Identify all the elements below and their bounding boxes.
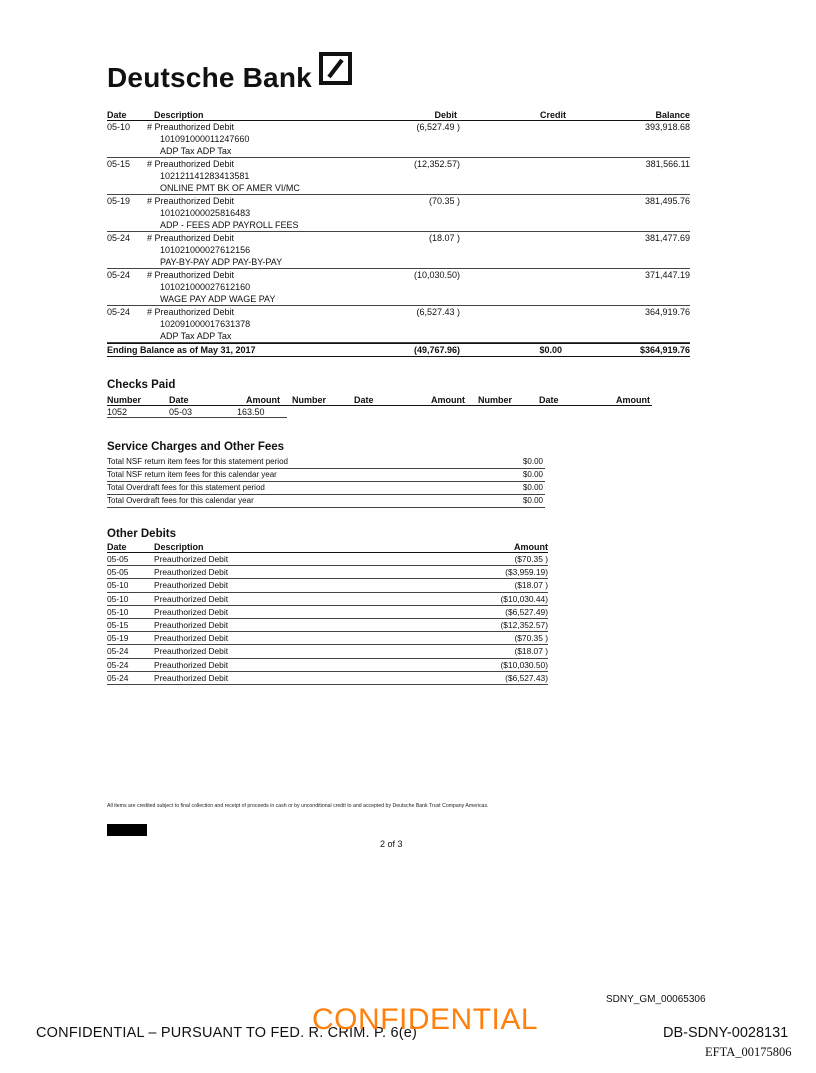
checks-paid-title: Checks Paid: [107, 379, 176, 391]
efta-id: EFTA_00175806: [705, 1045, 792, 1059]
tx-date: 05-24: [107, 233, 131, 243]
transaction-row: [107, 306, 690, 343]
other-debit-row: [107, 579, 548, 592]
od-desc: Preauthorized Debit: [154, 619, 229, 630]
od-amount: ($10,030.50): [500, 659, 548, 670]
od-amount: ($6,527.49): [505, 606, 548, 617]
check-number: 1052: [107, 407, 128, 417]
od-desc: Preauthorized Debit: [154, 606, 229, 617]
od-amount: ($70.35 ): [514, 633, 548, 644]
tx-desc-line1: # Preauthorized Debit: [147, 196, 235, 206]
od-col-amount: Amount: [514, 542, 548, 552]
chk-col-date-2: Date: [354, 395, 374, 405]
chk-col-date-3: Date: [539, 395, 559, 405]
tx-desc-line2: 102121141283413581: [160, 171, 250, 181]
checks-header: [107, 394, 652, 406]
check-row: [107, 406, 287, 418]
other-debit-row: [107, 553, 548, 566]
od-amount: ($70.35 ): [514, 554, 548, 564]
od-col-description: Description: [154, 542, 204, 552]
bank-name: Deutsche Bank: [107, 62, 312, 93]
od-date: 05-10: [107, 593, 129, 604]
other-debits-title: Other Debits: [107, 528, 177, 540]
tx-desc-line3: ADP - FEES ADP PAYROLL FEES: [160, 220, 299, 230]
tx-debit: (18.07 ): [428, 233, 460, 243]
tx-desc-line3: ADP Tax ADP Tax: [160, 146, 232, 156]
od-date: 05-10: [107, 580, 129, 591]
other-debit-row: [107, 659, 548, 672]
other-debit-row: [107, 632, 548, 645]
tx-balance: 381,495.76: [644, 196, 690, 206]
tx-desc-line2: 101021000025816483: [160, 208, 251, 218]
tx-balance: 381,477.69: [644, 233, 690, 243]
col-balance: Balance: [655, 110, 690, 120]
fee-row: [107, 495, 545, 508]
od-desc: Preauthorized Debit: [154, 646, 229, 657]
tx-desc-line3: ADP Tax ADP Tax: [160, 331, 232, 341]
tx-desc-line1: # Preauthorized Debit: [147, 270, 235, 280]
confidential-notice: CONFIDENTIAL – PURSUANT TO FED. R. CRIM. P. 6(e): [36, 1025, 418, 1041]
other-debit-row: [107, 566, 548, 579]
tx-desc-line3: PAY-BY-PAY ADP PAY-BY-PAY: [160, 257, 283, 267]
col-date: Date: [107, 110, 127, 120]
fee-row: [107, 469, 545, 482]
ending-balance: $364,919.76: [639, 345, 690, 355]
fee-value: $0.00: [522, 470, 543, 479]
tx-desc-line3: ONLINE PMT BK OF AMER VI/MC: [160, 183, 300, 193]
fee-value: $0.00: [522, 496, 543, 505]
chk-col-date-1: Date: [169, 395, 189, 405]
transaction-row: [107, 269, 690, 306]
chk-col-amount-1: Amount: [246, 395, 280, 405]
od-amount: ($10,030.44): [500, 593, 548, 604]
tx-balance: 364,919.76: [644, 307, 690, 317]
chk-col-number-3: Number: [478, 395, 513, 405]
fees-table: [107, 456, 545, 508]
od-date: 05-24: [107, 672, 129, 683]
sdny-bates-id: SDNY_GM_00065306: [606, 994, 706, 1005]
transaction-row: [107, 121, 690, 158]
od-col-date: Date: [107, 542, 127, 552]
tx-desc-line2: 101021000027612156: [160, 245, 251, 255]
tx-debit: (6,527.43 ): [416, 307, 460, 317]
od-amount: ($6,527.43): [505, 672, 548, 683]
deutsche-bank-logo-icon: [319, 52, 352, 85]
tx-desc-line2: 101091000011247660: [160, 134, 250, 144]
od-desc: Preauthorized Debit: [154, 659, 229, 670]
redaction-block: [107, 824, 147, 836]
od-desc: Preauthorized Debit: [154, 593, 229, 604]
transaction-row: [107, 158, 690, 195]
tx-date: 05-24: [107, 270, 131, 280]
tx-desc-line1: # Preauthorized Debit: [147, 122, 235, 132]
od-date: 05-05: [107, 554, 129, 564]
other-debit-row: [107, 619, 548, 632]
db-bates-id: DB-SDNY-0028131: [663, 1025, 789, 1041]
tx-balance: 371,447.19: [644, 270, 690, 280]
tx-date: 05-24: [107, 307, 131, 317]
od-amount: ($18.07 ): [514, 580, 548, 591]
transactions-table: [107, 109, 690, 357]
fee-label: Total NSF return item fees for this statement period: [107, 457, 288, 466]
tx-desc-line3: WAGE PAY ADP WAGE PAY: [160, 294, 276, 304]
od-amount: ($3,959.19): [505, 567, 548, 578]
od-desc: Preauthorized Debit: [154, 554, 229, 564]
tx-debit: (70.35 ): [428, 196, 460, 206]
fee-value: $0.00: [522, 483, 543, 492]
chk-col-number-2: Number: [292, 395, 327, 405]
fee-value: $0.00: [522, 457, 543, 466]
od-date: 05-19: [107, 633, 129, 644]
tx-balance: 381,566.11: [645, 159, 690, 169]
other-debit-row: [107, 672, 548, 685]
chk-col-amount-2: Amount: [431, 395, 465, 405]
disclaimer-text: All items are credited subject to final collection and receipt of proceeds in cash or by unconditional credit to and accepted by Deutsche Bank Trust Company Americas.: [107, 803, 489, 809]
tx-balance: 393,918.68: [644, 122, 690, 132]
transaction-row: [107, 195, 690, 232]
fee-row: [107, 482, 545, 495]
ending-debit: (49,767.96): [413, 345, 460, 355]
chk-col-amount-3: Amount: [616, 395, 650, 405]
od-date: 05-24: [107, 659, 129, 670]
tx-debit: (12,352.57): [413, 159, 460, 169]
other-debit-row: [107, 606, 548, 619]
od-desc: Preauthorized Debit: [154, 633, 229, 644]
col-description: Description: [154, 110, 204, 120]
tx-debit: (6,527.49 ): [416, 122, 460, 132]
chk-col-number-1: Number: [107, 395, 142, 405]
checks-table: [107, 394, 652, 418]
od-amount: ($12,352.57): [500, 619, 548, 630]
tx-date: 05-15: [107, 159, 131, 169]
ending-balance-row: [107, 343, 690, 357]
tx-desc-line2: 101021000027612160: [160, 282, 251, 292]
od-desc: Preauthorized Debit: [154, 580, 229, 591]
od-date: 05-24: [107, 646, 129, 657]
tx-desc-line1: # Preauthorized Debit: [147, 233, 235, 243]
other-debits-header: [107, 541, 548, 553]
od-date: 05-15: [107, 619, 129, 630]
tx-date: 05-19: [107, 196, 131, 206]
check-amount: 163.50: [237, 407, 265, 417]
col-credit: Credit: [539, 110, 566, 120]
fee-row: [107, 456, 545, 469]
tx-desc-line1: # Preauthorized Debit: [147, 307, 235, 317]
fee-label: Total NSF return item fees for this calendar year: [107, 470, 277, 479]
ending-credit: $0.00: [539, 345, 562, 355]
od-desc: Preauthorized Debit: [154, 672, 229, 683]
tx-desc-line1: # Preauthorized Debit: [147, 159, 235, 169]
other-debits-table: [107, 541, 548, 685]
transactions-header: [107, 109, 690, 121]
od-amount: ($18.07 ): [514, 646, 548, 657]
od-desc: Preauthorized Debit: [154, 567, 229, 578]
tx-date: 05-10: [107, 122, 131, 132]
fees-title: Service Charges and Other Fees: [107, 441, 285, 453]
fee-label: Total Overdraft fees for this statement period: [107, 483, 265, 492]
transaction-row: [107, 232, 690, 269]
tx-desc-line2: 102091000017631378: [160, 319, 251, 329]
fee-label: Total Overdraft fees for this calendar year: [107, 496, 254, 505]
other-debit-row: [107, 645, 548, 658]
tx-debit: (10,030.50): [413, 270, 460, 280]
page-number: 2 of 3: [380, 839, 403, 849]
od-date: 05-05: [107, 567, 129, 578]
confidential-stamp: CONFIDENTIAL: [312, 1003, 539, 1036]
ending-label: Ending Balance as of May 31, 2017: [107, 345, 256, 355]
col-debit: Debit: [434, 110, 457, 120]
check-date: 05-03: [169, 407, 193, 417]
od-date: 05-10: [107, 606, 129, 617]
other-debit-row: [107, 593, 548, 606]
